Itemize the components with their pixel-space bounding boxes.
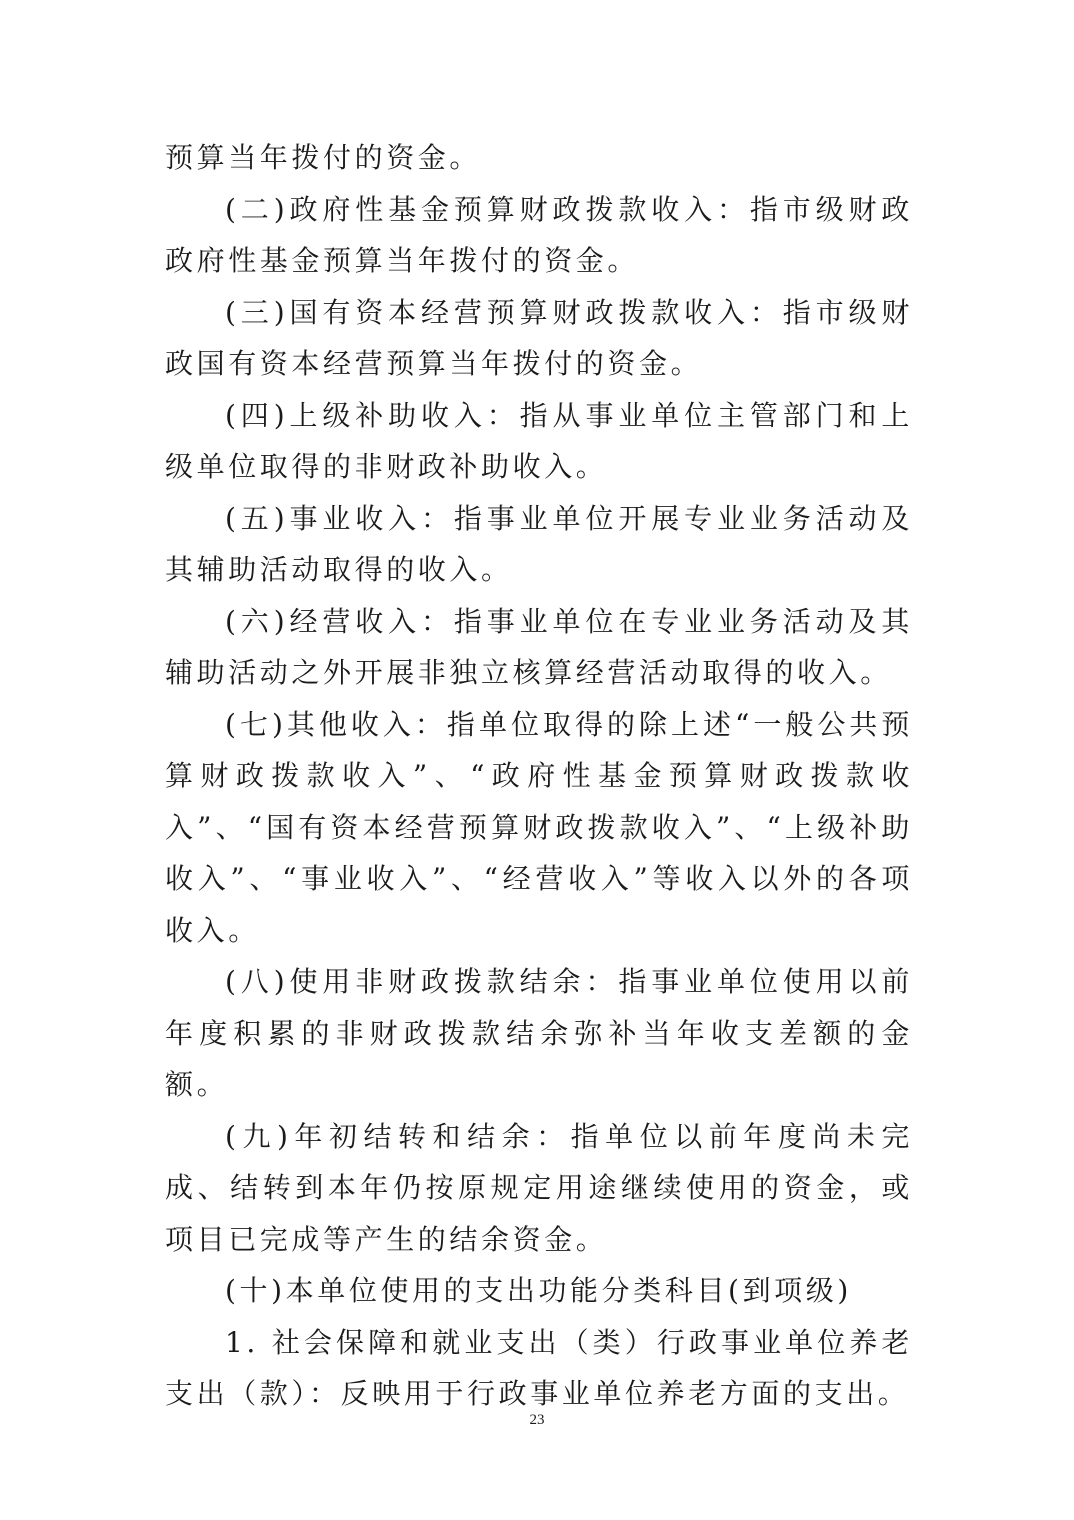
paragraph-item-10: (十)本单位使用的支出功能分类科目(到项级)	[225, 1274, 852, 1307]
paragraph-item-9: (九)年初结转和结余：指单位以前年度尚未完成、结转到本年仍按原规定用途继续使用的资金，或项目已完成等产生的结余资金。	[165, 1119, 913, 1256]
paragraph-item-2: (二)政府性基金预算财政拨款收入：指市级财政政府性基金预算当年拨付的资金。	[165, 192, 913, 277]
paragraph-item-3: (三)国有资本经营预算财政拨款收入：指市级财政国有资本经营预算当年拨付的资金。	[165, 295, 913, 380]
paragraph-item-7: (七)其他收入：指单位取得的除上述“一般公共预算财政拨款收入”、“政府性基金预算财政拨款收入”、“国有资本经营预算财政拨款收入”、“上级补助收入”、“事业收入”、“经营收入”等收入以外的各项收入。	[165, 707, 913, 947]
paragraph-subitem-1: 1. 社会保障和就业支出（类）行政事业单位养老支出（款）：反映用于行政事业单位养老方面的支出。	[165, 1325, 913, 1410]
document-body	[165, 132, 913, 1420]
paragraph-item-8: (八)使用非财政拨款结余：指事业单位使用以前年度积累的非财政拨款结余弥补当年收支差额的金额。	[165, 965, 913, 1101]
paragraph-item-5: (五)事业收入：指事业单位开展专业业务活动及其辅助活动取得的收入。	[165, 501, 913, 586]
page-number: 23	[529, 1412, 545, 1428]
paragraph-continuation: 预算当年拨付的资金。	[165, 141, 482, 174]
paragraph-item-6: (六)经营收入：指事业单位在专业业务活动及其辅助活动之外开展非独立核算经营活动取得的收入。	[165, 604, 913, 689]
paragraph-item-4: (四)上级补助收入：指从事业单位主管部门和上级单位取得的非财政补助收入。	[165, 398, 913, 483]
